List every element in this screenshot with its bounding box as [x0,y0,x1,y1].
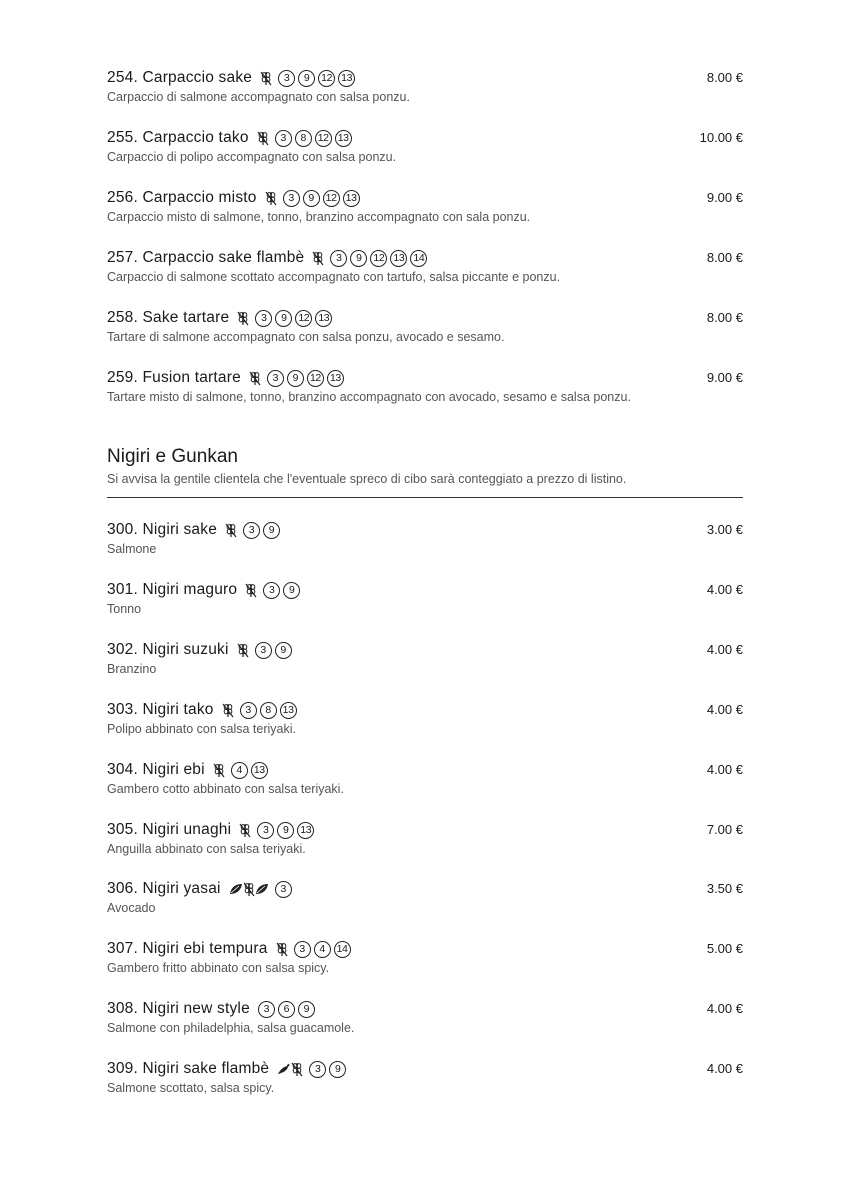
diet-icons [249,369,261,387]
allergen-list [257,822,314,839]
diet-icons [222,701,234,719]
allergen-badge: 13 [251,762,268,779]
diet-icons [265,189,277,207]
menu-item-title-line [107,308,743,328]
allergen-badge: 13 [338,70,355,87]
no-gluten-icon [243,882,255,897]
allergen-badge: 8 [295,130,312,147]
allergen-badge: 9 [303,190,320,207]
allergen-badge: 3 [330,250,347,267]
allergen-badge: 3 [255,310,272,327]
section-title: Nigiri e Gunkan [107,446,238,467]
allergen-list [294,941,351,958]
allergen-badge: 13 [297,822,314,839]
allergen-badge: 12 [295,310,312,327]
menu-item-price: 4.00 € [706,582,743,597]
allergen-badge: 9 [277,822,294,839]
allergen-badge: 14 [410,250,427,267]
menu-item [107,700,743,738]
allergen-badge: 13 [280,702,297,719]
diet-icons [237,309,249,327]
allergen-list [283,190,360,207]
menu-item-price: 4.00 € [706,702,743,717]
menu-item-price: 10.00 € [699,130,743,145]
allergen-list [309,1061,346,1078]
menu-item [107,580,743,618]
no-gluten-icon [249,371,261,386]
menu-item-price: 5.00 € [706,941,743,956]
allergen-badge: 4 [314,941,331,958]
menu-item-name: 257. Carpaccio sake flambè [107,249,305,266]
no-gluten-icon [213,763,225,778]
menu-item-title-line [107,520,743,540]
allergen-list [330,250,427,267]
allergen-list [267,370,344,387]
menu-item-name: 303. Nigiri tako [107,701,214,718]
diet-icons [312,249,324,267]
menu-item-price: 8.00 € [706,310,743,325]
allergen-list [243,522,280,539]
menu-item [107,188,743,226]
menu-item-title-line [107,939,743,959]
allergen-badge: 3 [267,370,284,387]
allergen-badge: 13 [327,370,344,387]
diet-icons [237,641,249,659]
no-gluten-icon [265,191,277,206]
menu-item-description: Carpaccio misto di salmone, tonno, branzino accompagnato con sala ponzu. [107,210,531,224]
menu-item-title-line [107,580,743,600]
menu-item [107,368,743,406]
diet-icons [277,1060,303,1078]
diet-icons [257,129,269,147]
menu-item-title-line [107,640,743,660]
diet-icons [213,761,225,779]
allergen-badge: 13 [390,250,407,267]
allergen-badge: 8 [260,702,277,719]
menu-item-title-line [107,68,743,88]
allergen-list [255,642,292,659]
menu-item [107,248,743,286]
menu-item [107,820,743,858]
no-gluten-icon [225,523,237,538]
menu-item [107,879,743,917]
menu-item [107,1059,743,1097]
no-gluten-icon [237,643,249,658]
menu-item-title-line [107,760,743,780]
allergen-list [240,702,297,719]
allergen-badge: 3 [278,70,295,87]
allergen-badge: 3 [275,130,292,147]
menu-item-price: 3.00 € [706,522,743,537]
allergen-list [255,310,332,327]
allergen-badge: 14 [334,941,351,958]
no-gluten-icon [312,251,324,266]
menu-item-description: Salmone scottato, salsa spicy. [107,1081,275,1095]
allergen-badge: 9 [298,1001,315,1018]
no-gluten-icon [257,131,269,146]
menu-item-price: 4.00 € [706,762,743,777]
allergen-badge: 9 [287,370,304,387]
menu-item-price: 4.00 € [706,1001,743,1016]
menu-item [107,640,743,678]
allergen-badge: 9 [283,582,300,599]
menu-item-title-line [107,999,743,1019]
menu-item-title-line [107,820,743,840]
allergen-badge: 3 [255,642,272,659]
menu-item-price: 9.00 € [706,190,743,205]
no-gluten-icon [237,311,249,326]
menu-item-title-line [107,368,743,388]
menu-item-description: Gambero fritto abbinato con salsa spicy. [107,961,330,975]
allergen-badge: 6 [278,1001,295,1018]
allergen-list [275,881,292,898]
no-gluten-icon [239,823,251,838]
menu-item-description: Carpaccio di salmone accompagnato con salsa ponzu. [107,90,410,104]
allergen-badge: 9 [298,70,315,87]
menu-item [107,760,743,798]
menu-item-name: 256. Carpaccio misto [107,189,257,206]
allergen-badge: 12 [370,250,387,267]
menu-item-description: Carpaccio di polipo accompagnato con salsa ponzu. [107,150,397,164]
no-gluten-icon [260,71,272,86]
allergen-badge: 12 [318,70,335,87]
allergen-badge: 3 [275,881,292,898]
menu-item-name: 304. Nigiri ebi [107,761,205,778]
menu-item-name: 305. Nigiri unaghi [107,821,232,838]
diet-icons [245,581,257,599]
allergen-badge: 9 [263,522,280,539]
spicy-chili-icon [277,1063,291,1075]
allergen-badge: 12 [307,370,324,387]
menu-item [107,939,743,977]
diet-icons [239,821,251,839]
menu-item-description: Tonno [107,602,142,616]
allergen-badge: 13 [343,190,360,207]
menu-item-description: Gambero cotto abbinato con salsa teriyaki. [107,782,344,796]
menu-item-description: Polipo abbinato con salsa teriyaki. [107,722,297,736]
no-gluten-icon [276,942,288,957]
menu-item-name: 259. Fusion tartare [107,369,241,386]
allergen-badge: 4 [231,762,248,779]
menu-item [107,999,743,1037]
allergen-badge: 3 [263,582,280,599]
menu-item-description: Anguilla abbinato con salsa teriyaki. [107,842,306,856]
allergen-badge: 12 [323,190,340,207]
allergen-badge: 12 [315,130,332,147]
menu-item-title-line [107,248,743,268]
menu-item-price: 4.00 € [706,1061,743,1076]
diet-icons [276,940,288,958]
menu-item-title-line [107,1059,743,1079]
allergen-list [263,582,300,599]
menu-item-name: 301. Nigiri maguro [107,581,238,598]
allergen-badge: 3 [283,190,300,207]
menu-item [107,128,743,166]
menu-item-title-line [107,879,743,899]
vegetarian-leaf-icon [229,883,243,895]
allergen-list [258,1001,315,1018]
allergen-list [231,762,268,779]
menu-item-description: Salmone [107,542,157,556]
allergen-badge: 9 [329,1061,346,1078]
allergen-badge: 9 [275,310,292,327]
allergen-badge: 3 [309,1061,326,1078]
allergen-list [275,130,352,147]
allergen-badge: 3 [258,1001,275,1018]
allergen-badge: 13 [335,130,352,147]
menu-item-name: 255. Carpaccio tako [107,129,249,146]
menu-item-name: 309. Nigiri sake flambè [107,1060,270,1077]
menu-item-price: 7.00 € [706,822,743,837]
menu-item [107,308,743,346]
menu-item-title-line [107,128,743,148]
menu-item-description: Tartare misto di salmone, tonno, branzino accompagnato con avocado, sesamo e salsa ponzu. [107,390,631,404]
menu-item-title-line [107,700,743,720]
menu-item-price: 4.00 € [706,642,743,657]
no-gluten-icon [245,583,257,598]
allergen-badge: 13 [315,310,332,327]
allergen-badge: 9 [350,250,367,267]
menu-item-description: Avocado [107,901,156,915]
menu-item-name: 300. Nigiri sake [107,521,218,538]
menu-item-description: Tartare di salmone accompagnato con salsa ponzu, avocado e sesamo. [107,330,505,344]
section-note: Si avvisa la gentile clientela che l'eventuale spreco di cibo sarà conteggiato a prezzo di listino. [107,472,627,486]
section-divider [107,497,743,498]
diet-icons [225,521,237,539]
menu-item-price: 8.00 € [706,70,743,85]
menu-item-price: 9.00 € [706,370,743,385]
diet-icons [260,69,272,87]
menu-item-name: 254. Carpaccio sake [107,69,253,86]
menu-item-name: 306. Nigiri yasai [107,880,221,897]
menu-item [107,520,743,558]
allergen-badge: 3 [294,941,311,958]
menu-item-price: 8.00 € [706,250,743,265]
allergen-list [278,70,355,87]
menu-item-description: Carpaccio di salmone scottato accompagnato con tartufo, salsa piccante e ponzu. [107,270,561,284]
allergen-badge: 3 [240,702,257,719]
menu-item [107,68,743,106]
allergen-badge: 3 [243,522,260,539]
no-gluten-icon [291,1062,303,1077]
menu-item-name: 307. Nigiri ebi tempura [107,940,268,957]
menu-item-name: 258. Sake tartare [107,309,230,326]
menu-item-description: Salmone con philadelphia, salsa guacamole. [107,1021,355,1035]
menu-item-name: 302. Nigiri suzuki [107,641,229,658]
menu-item-description: Branzino [107,662,157,676]
diet-icons [229,880,269,898]
menu-item-title-line [107,188,743,208]
menu-item-price: 3.50 € [706,881,743,896]
allergen-badge: 3 [257,822,274,839]
vegan-leaf-icon [255,883,269,895]
no-gluten-icon [222,703,234,718]
allergen-badge: 9 [275,642,292,659]
menu-item-name: 308. Nigiri new style [107,1000,250,1017]
